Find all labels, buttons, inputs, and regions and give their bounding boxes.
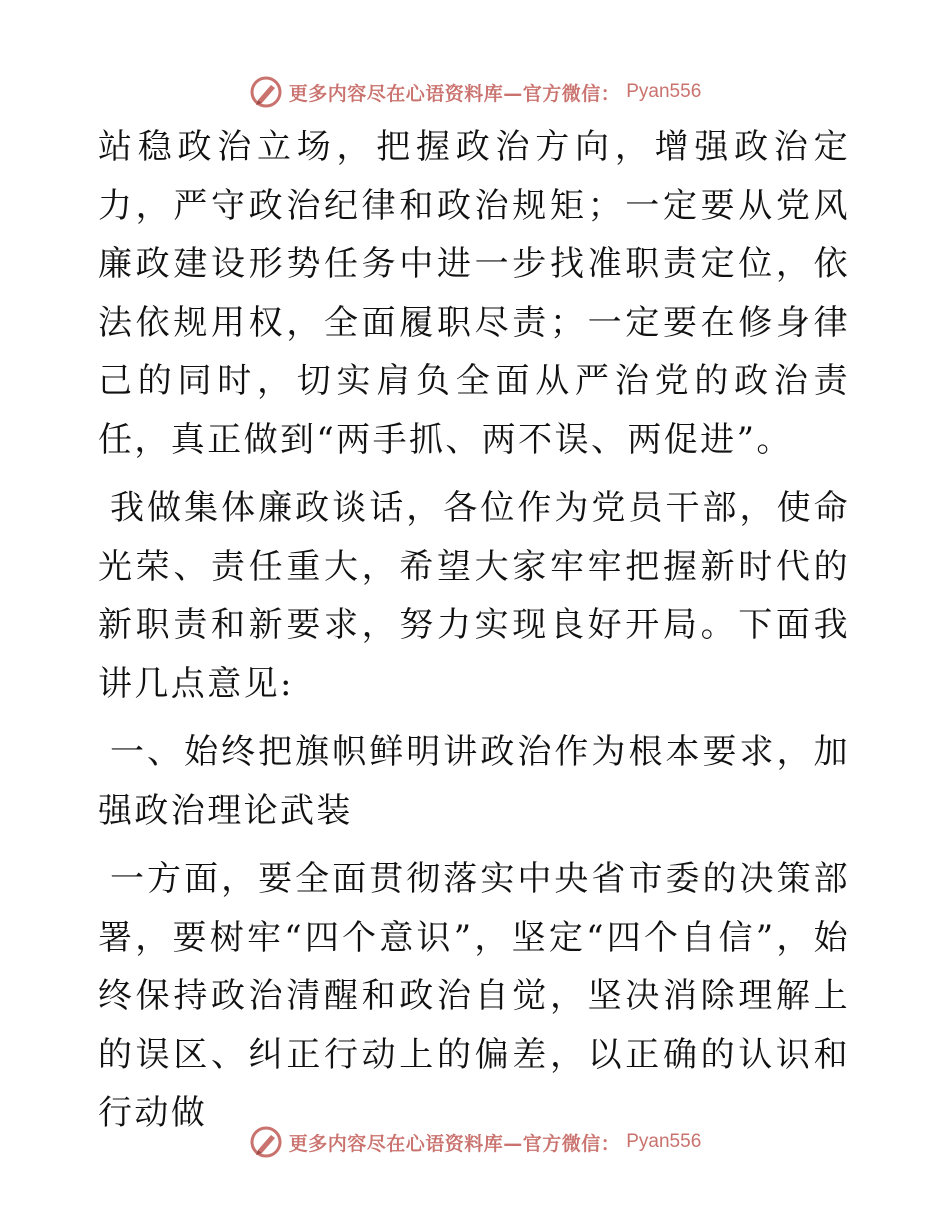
paragraph-3: 一方面，要全面贯彻落实中央省市委的决策部署，要树牢“四个意识”，坚定“四个自信”，始终保持政治清醒和政治自觉，坚决消除理解上的误区、纠正行动上的偏差，以正确的认识和行动做 <box>98 859 850 1133</box>
header-watermark <box>0 72 950 112</box>
footer-watermark <box>0 1122 950 1162</box>
pen-logo-icon <box>249 1125 283 1159</box>
document-body <box>98 118 850 1143</box>
pen-logo-icon <box>249 75 283 109</box>
watermark-text: 更多内容尽在心语资料库—官方微信： <box>288 82 621 105</box>
paragraph-1: 站稳政治立场，把握政治方向，增强政治定力，严守政治纪律和政治规矩；一定要从党风廉政建设形势任务中进一步找准职责定位，依法依规用权，全面履职尽责；一定要在修身律己的同时，切实肩负全面从严治党的政治责任，真正做到“两手抓、两不误、两促进”。 <box>98 127 850 460</box>
watermark-text: 更多内容尽在心语资料库—官方微信： <box>288 1132 621 1155</box>
section-heading-1: 一、始终把旗帜鲜明讲政治作为根本要求，加强政治理论武装 <box>98 732 850 831</box>
watermark-contact: Pyan556 <box>626 81 702 102</box>
watermark-contact: Pyan556 <box>626 1131 702 1152</box>
paragraph-2: 我做集体廉政谈话，各位作为党员干部，使命光荣、责任重大，希望大家牢牢把握新时代的新职责和新要求，努力实现良好开局。下面我讲几点意见: <box>98 488 850 704</box>
